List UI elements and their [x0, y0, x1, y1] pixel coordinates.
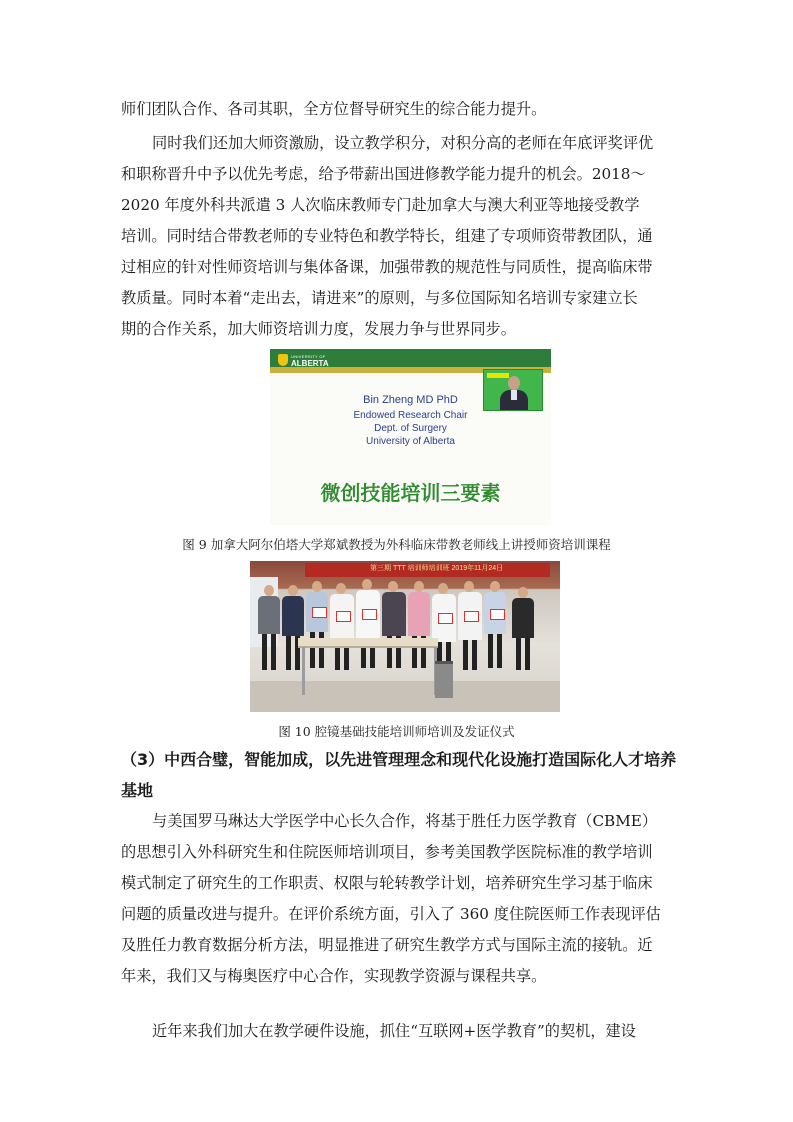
text-line: 的思想引入外科研究生和住院医师培训项目，参考美国教学医院标准的教学培训	[121, 843, 653, 861]
text-line: 期的合作关系，加大师资培训力度，发展力争与世界同步。	[121, 320, 516, 338]
video-name-tag	[487, 373, 509, 378]
figure-9-slide-image	[270, 349, 551, 525]
photo-banner-text: 第三期 TTT 培训师培训班 2019年11月24日	[370, 565, 504, 572]
text-line: 教质量。同时本着“走出去，请进来”的原则，与多位国际知名培训专家建立长	[121, 289, 638, 307]
figure-10-group-photo	[250, 561, 560, 712]
text-line: 及胜任力教育数据分析方法，明显推进了研究生教学方式与国际主流的接轨。近	[121, 936, 653, 954]
text-line: 模式制定了研究生的工作职责、权限与轮转教学计划，培养研究生学习基于临床	[121, 874, 653, 892]
certificate	[336, 611, 351, 622]
text-line: 2020 年度外科共派遣 3 人次临床教师专门赴加拿大与澳大利亚等地接受教学	[121, 196, 640, 214]
slide-title: 微创技能培训三要素	[320, 481, 501, 505]
section-heading	[121, 744, 676, 806]
certificate	[464, 611, 479, 622]
text-line: 近年来我们加大在教学硬件设施，抓住“互联网+医学教育”的契机，建设	[152, 1022, 636, 1040]
speaker-university: University of Alberta	[366, 436, 455, 447]
text-line: 培训。同时结合带教老师的专业特色和教学特长，组建了专项师资带教团队，通	[121, 227, 653, 245]
figure-9-caption: 图 9 加拿大阿尔伯塔大学郑斌教授为外科临床带教老师线上讲授师资培训课程	[182, 537, 611, 552]
table-leg	[302, 647, 305, 695]
heading-line: （3）中西合璧，智能加成，以先进管理理念和现代化设施打造国际化人才培养	[121, 750, 677, 769]
paragraph-faculty-incentives	[121, 128, 676, 345]
crest-icon	[278, 354, 288, 366]
university-logo	[278, 353, 334, 373]
text-line: 同时我们还加大师资激励，设立教学积分，对积分高的老师在年底评奖评优	[152, 134, 654, 152]
certificate	[312, 607, 327, 618]
speaker-head	[508, 376, 520, 390]
certificate	[490, 609, 505, 620]
trash-bin	[435, 661, 453, 698]
text-line: 与美国罗马琳达大学医学中心长久合作，将基于胜任力医学教育（CBME）	[152, 812, 658, 830]
text-line: 师们团队合作、各司其职，全方位督导研究生的综合能力提升。	[121, 100, 547, 118]
text-line: 年来，我们又与梅奥医疗中心合作，实现教学资源与课程共享。	[121, 967, 547, 985]
text-line: 过相应的针对性师资培训与集体备课，加强带教的规范性与同质性，提高临床带	[121, 258, 653, 276]
heading-line: 基地	[121, 781, 154, 800]
paragraph-continuation	[121, 94, 676, 125]
photo-table	[298, 638, 438, 648]
photo-floor	[250, 681, 560, 712]
text-line: 和职称晋升中予以优先考虑，给予带薪出国进修教学能力提升的机会。2018～	[121, 165, 646, 183]
speaker-title: Endowed Research Chair	[353, 410, 468, 421]
speaker-dept: Dept. of Surgery	[374, 423, 447, 434]
paragraph-hardware	[121, 1016, 676, 1047]
certificate	[362, 609, 377, 620]
logo-big-text: ALBERTA	[291, 359, 329, 368]
figure-10-caption: 图 10 腔镜基础技能培训师培训及发证仪式	[278, 724, 515, 739]
logo-small-text: UNIVERSITY OF	[291, 354, 326, 359]
text-line: 问题的质量改进与提升。在评价系统方面，引入了 360 度住院医师工作表现评估	[121, 905, 661, 923]
certificate	[438, 613, 453, 624]
speaker-name: Bin Zheng MD PhD	[363, 394, 458, 406]
paragraph-cbme-cooperation	[121, 806, 676, 992]
